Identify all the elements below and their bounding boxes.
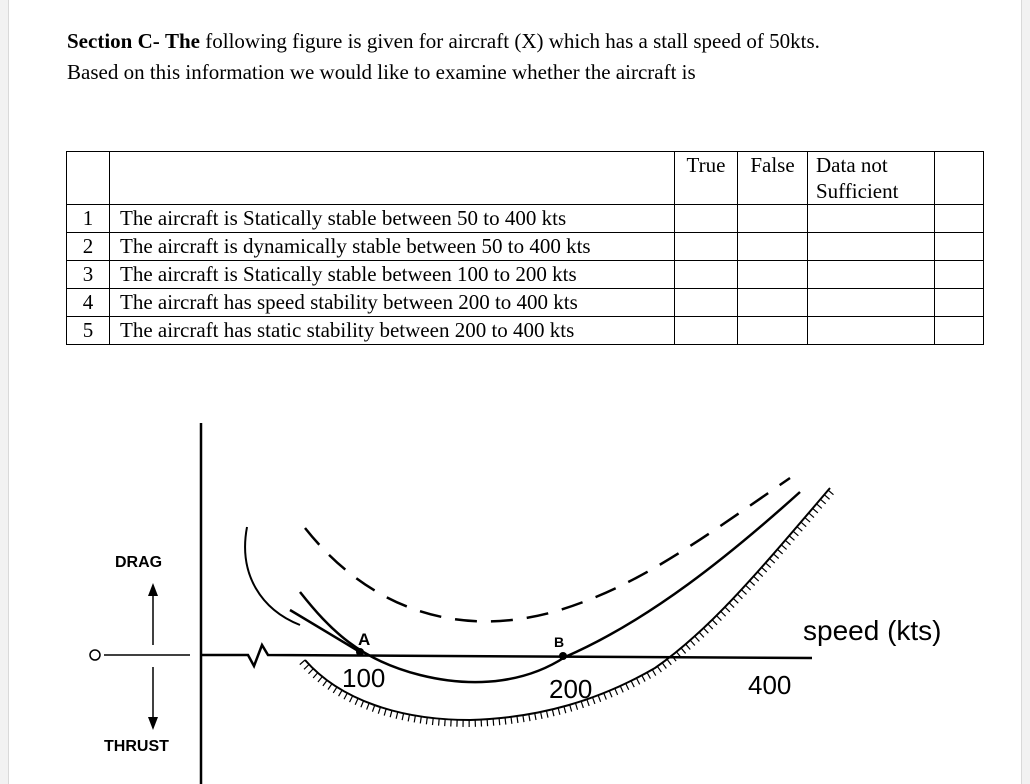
hatch-tick	[384, 709, 386, 716]
hatch-tick	[529, 714, 530, 721]
hatch-tick	[558, 708, 560, 715]
hatch-tick	[647, 672, 650, 678]
answer-data-not-sufficient-cell[interactable]	[808, 317, 935, 345]
extra-cell	[935, 205, 984, 233]
hatch-tick	[304, 664, 309, 669]
hatch-tick	[575, 703, 577, 710]
answer-true-cell[interactable]	[675, 205, 738, 233]
answer-false-cell[interactable]	[738, 233, 808, 261]
hatch-tick	[662, 663, 666, 669]
table-row	[67, 261, 984, 289]
hatch-tick	[593, 697, 595, 704]
hatch-tick	[313, 673, 318, 678]
question-table	[66, 151, 984, 345]
hatch-tick	[681, 648, 685, 653]
answer-true-cell[interactable]	[675, 261, 738, 289]
table-row	[67, 233, 984, 261]
hatch-tick	[604, 693, 607, 699]
hatch-tick	[789, 536, 794, 541]
hatch-tick	[741, 590, 746, 595]
row-statement: The aircraft is Statically stable between 100 to 200 kts	[110, 261, 675, 289]
answer-data-not-sufficient-cell[interactable]	[808, 205, 935, 233]
hatch-tick	[721, 611, 726, 616]
extra-cell	[935, 317, 984, 345]
hatch-tick	[695, 636, 700, 641]
tick-label-400: 400	[748, 670, 792, 700]
hatch-tick	[402, 713, 403, 720]
hatch-tick	[318, 677, 322, 682]
hatch-tick	[667, 659, 671, 665]
hatch-tick	[737, 594, 742, 599]
hatch-tick	[704, 628, 709, 633]
hatch-tick	[781, 545, 786, 550]
hatch-tick	[328, 684, 332, 690]
table-row	[67, 317, 984, 345]
hatch-tick	[378, 707, 380, 714]
hatch-tick	[813, 508, 818, 513]
hatch-tick	[729, 603, 734, 608]
hatch-tick	[828, 490, 833, 495]
answer-false-cell[interactable]	[738, 317, 808, 345]
answer-false-cell[interactable]	[738, 261, 808, 289]
hatch-tick	[493, 719, 494, 726]
answer-true-cell[interactable]	[675, 317, 738, 345]
intro-bold-word: The	[165, 29, 201, 53]
hatch-tick	[636, 678, 639, 684]
point-a-label: A	[358, 630, 371, 649]
hatch-tick	[414, 716, 415, 723]
hatch-tick	[631, 681, 634, 687]
extra-cell	[935, 233, 984, 261]
answer-data-not-sufficient-cell[interactable]	[808, 233, 935, 261]
hatch-tick	[523, 715, 524, 722]
answer-data-not-sufficient-cell[interactable]	[808, 261, 935, 289]
hatch-tick	[390, 710, 392, 717]
hatch-tick	[598, 695, 600, 702]
answer-false-cell[interactable]	[738, 289, 808, 317]
header-false: False	[738, 152, 808, 205]
hatch-tick	[745, 585, 750, 590]
hatch-tick	[367, 703, 370, 710]
point-a-marker	[356, 648, 364, 656]
speed-axis	[201, 645, 812, 666]
row-number: 5	[67, 317, 110, 345]
hatch-tick	[797, 527, 802, 532]
hatch-tick	[564, 706, 566, 713]
hatch-tick	[785, 540, 790, 545]
hatch-tick	[323, 680, 327, 686]
hatch-tick	[686, 644, 691, 649]
hatch-tick	[408, 714, 409, 721]
hatch-tick	[690, 640, 695, 645]
intro-line-2: Based on this information we would like to examine whether the aircraft is	[67, 60, 696, 84]
header-extra-cell	[935, 152, 984, 205]
section-label: Section C-	[67, 29, 160, 53]
thrust-label: THRUST	[104, 738, 169, 755]
hatch-tick	[535, 713, 536, 720]
hatch-tick	[801, 522, 806, 527]
hatch-tick	[773, 554, 778, 559]
hatch-tick	[716, 616, 721, 621]
hatch-tick	[805, 518, 810, 523]
hatch-tick	[511, 717, 512, 724]
answer-true-cell[interactable]	[675, 289, 738, 317]
drag-curve-figure	[0, 400, 1030, 784]
answer-false-cell[interactable]	[738, 205, 808, 233]
dashed-drag-curve	[305, 478, 790, 621]
hatch-tick	[816, 504, 821, 509]
row-statement: The aircraft is dynamically stable between 50 to 400 kts	[110, 233, 675, 261]
row-number: 4	[67, 289, 110, 317]
hatch-tick	[499, 718, 500, 725]
hatch-tick	[300, 660, 305, 665]
segment-to-a	[290, 610, 360, 652]
hatch-tick	[769, 558, 774, 563]
hatch-tick	[615, 688, 618, 694]
intro-line-1-text: following figure is given for aircraft (X) which has a stall speed of 50kts.	[205, 29, 820, 53]
hatch-tick	[546, 711, 548, 718]
intro-line-1	[67, 26, 967, 57]
row-statement: The aircraft has speed stability between 200 to 400 kts	[110, 289, 675, 317]
header-true: True	[675, 152, 738, 205]
hatch-tick	[766, 563, 771, 568]
hatch-tick	[517, 716, 518, 723]
hatch-tick	[372, 705, 374, 712]
extra-cell	[935, 289, 984, 317]
hatch-tick	[657, 666, 661, 672]
hatch-tick	[620, 686, 623, 692]
hatch-tick	[570, 705, 572, 712]
hatch-tick	[609, 691, 612, 697]
hatch-tick	[552, 709, 554, 716]
drag-curve	[300, 492, 800, 682]
hatch-tick	[699, 632, 704, 637]
hatch-tick	[505, 718, 506, 725]
hatch-tick	[361, 701, 364, 707]
answer-true-cell[interactable]	[675, 233, 738, 261]
hatch-tick	[725, 607, 730, 612]
header-data-not-sufficient: Data not Sufficient	[808, 152, 935, 205]
header-statement-cell	[110, 152, 675, 205]
table-row	[67, 289, 984, 317]
hatch-tick	[355, 698, 358, 704]
header-num-cell	[67, 152, 110, 205]
hatch-tick	[708, 624, 713, 629]
row-number: 3	[67, 261, 110, 289]
row-number: 1	[67, 205, 110, 233]
hatch-tick	[426, 717, 427, 724]
hatch-tick	[432, 718, 433, 725]
row-number: 2	[67, 233, 110, 261]
hatch-tick	[420, 717, 421, 724]
table-header-row	[67, 152, 984, 205]
hatch-tick	[750, 581, 755, 586]
hatch-tick	[396, 712, 398, 719]
answer-data-not-sufficient-cell[interactable]	[808, 289, 935, 317]
hatch-tick	[344, 693, 347, 699]
speed-axis-label: speed (kts)	[803, 615, 942, 646]
hatch-tick	[824, 495, 829, 500]
point-b-marker	[559, 652, 567, 660]
hatch-tick	[762, 567, 767, 572]
hatch-tick	[541, 712, 542, 719]
hatch-tick	[758, 572, 763, 577]
hatch-tick	[439, 719, 440, 726]
hatch-tick	[642, 675, 645, 681]
hatch-tick	[820, 499, 825, 504]
hatch-tick	[626, 683, 629, 689]
hatch-tick	[754, 576, 759, 581]
hatch-tick	[712, 620, 717, 625]
extra-cell	[935, 261, 984, 289]
drag-label: DRAG	[115, 554, 163, 571]
thrust-arrow-head-icon	[148, 717, 158, 730]
hatch-tick	[777, 549, 782, 554]
table-row	[67, 205, 984, 233]
hatch-tick	[733, 598, 738, 603]
hatch-tick	[793, 531, 798, 536]
hatch-tick	[350, 696, 353, 702]
tick-label-200: 200	[549, 674, 593, 704]
drag-arrow-head-icon	[148, 583, 158, 596]
intro-paragraph	[67, 26, 967, 88]
tick-label-100: 100	[342, 663, 386, 693]
point-b-label: B	[554, 634, 565, 650]
hatch-tick	[809, 513, 814, 518]
hatch-tick	[652, 670, 655, 676]
row-statement: The aircraft has static stability between 200 to 400 kts	[110, 317, 675, 345]
hatch-tick	[308, 669, 313, 674]
origin-circle-icon	[90, 650, 100, 660]
hatch-tick	[333, 687, 337, 693]
row-statement: The aircraft is Statically stable between 50 to 400 kts	[110, 205, 675, 233]
